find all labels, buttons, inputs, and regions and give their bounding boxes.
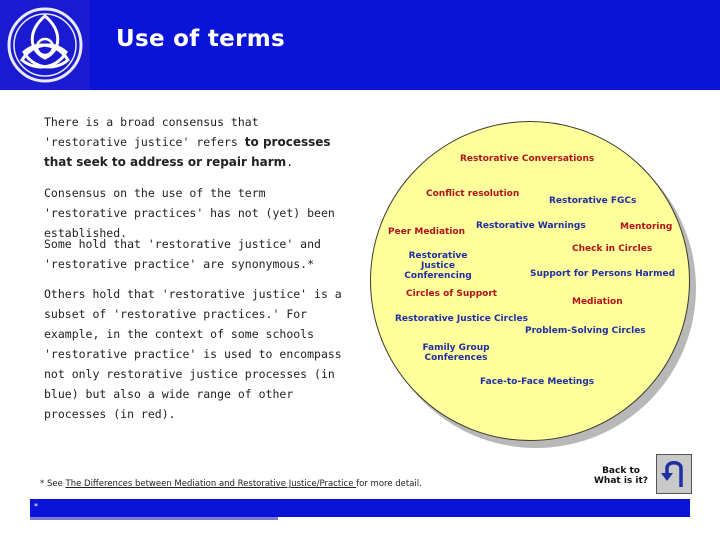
circle-item: Circles of Support [406, 289, 498, 299]
paragraph-synonymous: Some hold that 'restorative justice' and 'restorative practice' are synonymous.* [44, 237, 321, 271]
circle-item: Peer Mediation [388, 227, 466, 237]
back-to-what-is-it-label[interactable]: Back to What is it? [593, 466, 649, 486]
header-bar [0, 0, 720, 90]
paragraph-rj-definition [44, 112, 344, 172]
logo [0, 0, 90, 90]
paragraph-emphasis: to processes that seek to address or repair harm [44, 135, 331, 169]
circle-item: Restorative Justice Conferencing [404, 251, 472, 281]
circle-item: Restorative Conversations [460, 154, 595, 164]
footnote-suffix: for more detail. [356, 479, 422, 489]
circle-item: Problem-Solving Circles [525, 326, 646, 336]
celtic-knot-logo-icon [0, 0, 90, 90]
bottom-bar [30, 499, 690, 517]
practices-circle [370, 121, 690, 441]
circle-item: Mentoring [620, 222, 673, 232]
circle-item: Mediation [572, 297, 623, 307]
circle-item: Restorative Justice Circles [395, 314, 528, 324]
circle-item: Conflict resolution [426, 189, 520, 199]
bottom-divider [30, 517, 278, 520]
paragraph-rp-consensus: Consensus on the use of the term 'restorative practices' has not (yet) been established. [44, 186, 335, 240]
footnote-prefix: * See [40, 479, 66, 489]
bottom-bar-marker: * [34, 502, 38, 511]
paragraph-text: There is a broad consensus that 'restorative justice' refers [44, 115, 259, 149]
page-title: Use of terms [116, 26, 285, 52]
back-button[interactable] [656, 454, 692, 494]
paragraph-text-end: . [286, 155, 294, 169]
footnote-link[interactable]: The Differences between Mediation and Restorative Justice/Practice [65, 479, 357, 489]
paragraph-subset: Others hold that 'restorative justice' is a subset of 'restorative practices.' For example, in the context of some schools 'restorative practice' is used to encompass not only restorative justice processes (in blue) but also a wide range of other processes (in red). [44, 287, 342, 421]
footnote [40, 479, 422, 489]
circle-item: Family Group Conferences [422, 343, 490, 363]
u-turn-arrow-icon [657, 455, 691, 493]
circle-item: Check in Circles [572, 244, 653, 254]
circle-item: Restorative FGCs [549, 196, 637, 206]
circle-item: Face-to-Face Meetings [480, 377, 595, 387]
circle-item: Support for Persons Harmed [530, 269, 676, 279]
circle-item: Restorative Warnings [476, 221, 586, 231]
